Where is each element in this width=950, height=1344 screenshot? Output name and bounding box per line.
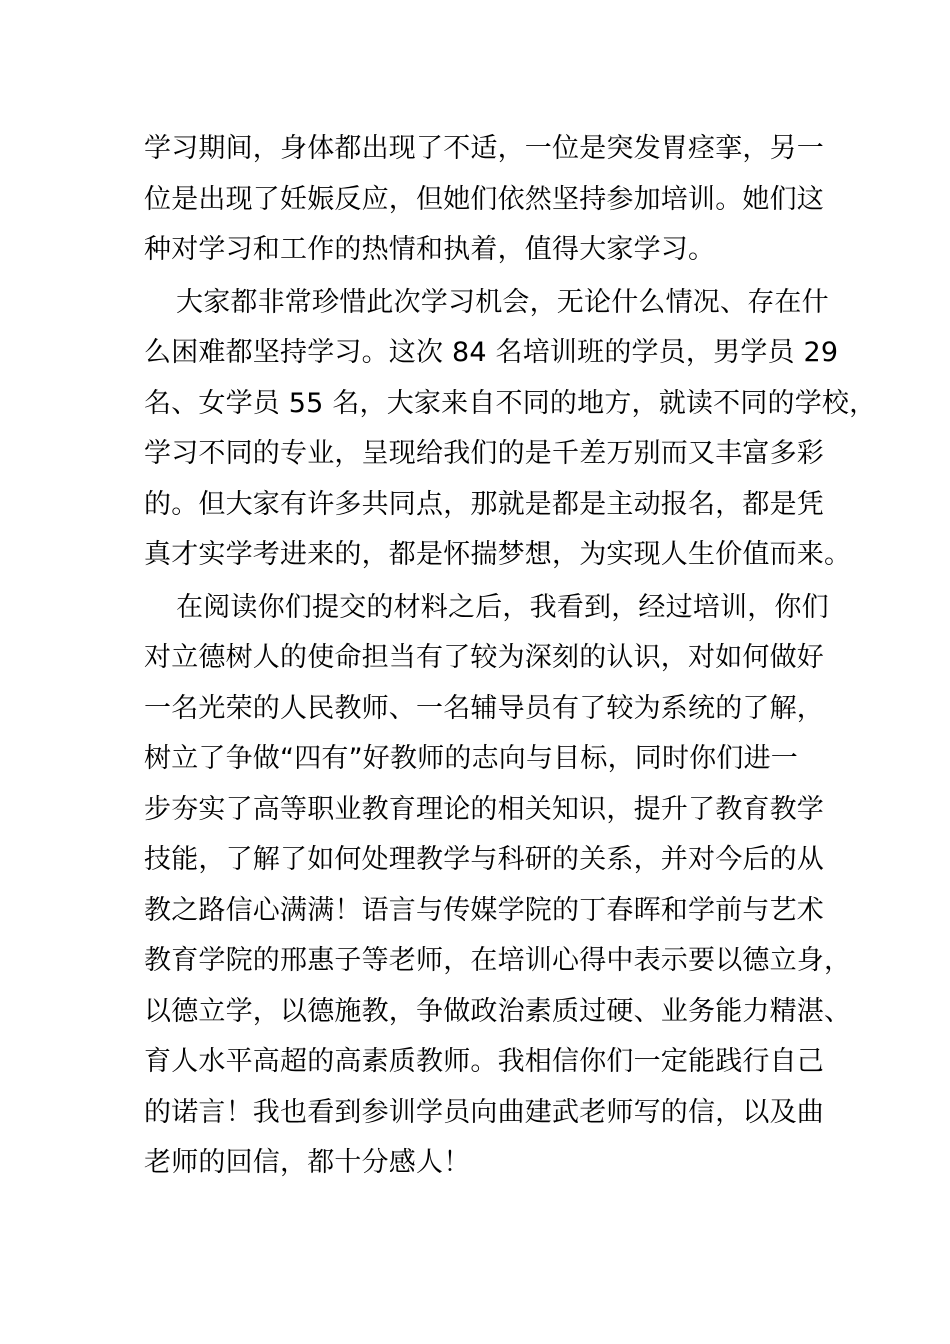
text-line: 教育学院的邢惠子等老师，在培训心得中表示要以德立身， — [144, 945, 852, 976]
text-line: 育人水平高超的高素质教师。我相信你们一定能践行自己 — [144, 1046, 824, 1077]
paragraph-3 — [144, 583, 852, 1189]
text-line: 老师的回信，都十分感人！ — [144, 1147, 471, 1178]
text-line: 的诺言！我也看到参训学员向曲建武老师写的信，以及曲 — [144, 1096, 824, 1128]
text-line: 学习期间，身体都出现了不适，一位是突发胃痉挛，另一 — [144, 133, 824, 164]
text-line: 一名光荣的人民教师、一名辅导员有了较为系统的了解， — [144, 692, 824, 724]
text-line: 大家都非常珍惜此次学习机会，无论什么情况、存在什 — [176, 286, 829, 318]
text-line: 种对学习和工作的热情和执着，值得大家学习。 — [144, 234, 716, 265]
text-line: 的。但大家有许多共同点，那就是都是主动报名，都是凭 — [144, 488, 824, 520]
text-line: 么困难都坚持学习。这次 84 名培训班的学员，男学员 29 — [144, 337, 839, 368]
text-line: 以德立学，以德施教，争做政治素质过硬、业务能力精湛、 — [144, 995, 852, 1027]
document-body — [144, 124, 877, 1189]
paragraph-2 — [144, 278, 877, 581]
paragraph-1 — [144, 124, 824, 276]
text-line: 真才实学考进来的，都是怀揣梦想，为实现人生价值而来。 — [144, 539, 852, 570]
text-line: 教之路信心满满！语言与传媒学院的丁春晖和学前与艺术 — [144, 894, 824, 926]
text-line: 学习不同的专业，呈现给我们的是千差万别而又丰富多彩 — [144, 438, 824, 469]
text-line: 对立德树人的使命担当有了较为深刻的认识，对如何做好 — [144, 642, 824, 673]
text-line: 位是出现了妊娠反应，但她们依然坚持参加培训。她们这 — [144, 183, 824, 215]
text-line: 树立了争做“四有”好教师的志向与目标，同时你们进一 — [144, 743, 798, 774]
text-line: 名、女学员 55 名，大家来自不同的地方，就读不同的学校， — [144, 387, 877, 419]
text-line: 步夯实了高等职业教育理论的相关知识，提升了教育教学 — [144, 793, 824, 825]
text-line: 在阅读你们提交的材料之后，我看到，经过培训，你们 — [176, 591, 829, 623]
text-line: 技能，了解了如何处理教学与科研的关系，并对今后的从 — [144, 844, 824, 875]
